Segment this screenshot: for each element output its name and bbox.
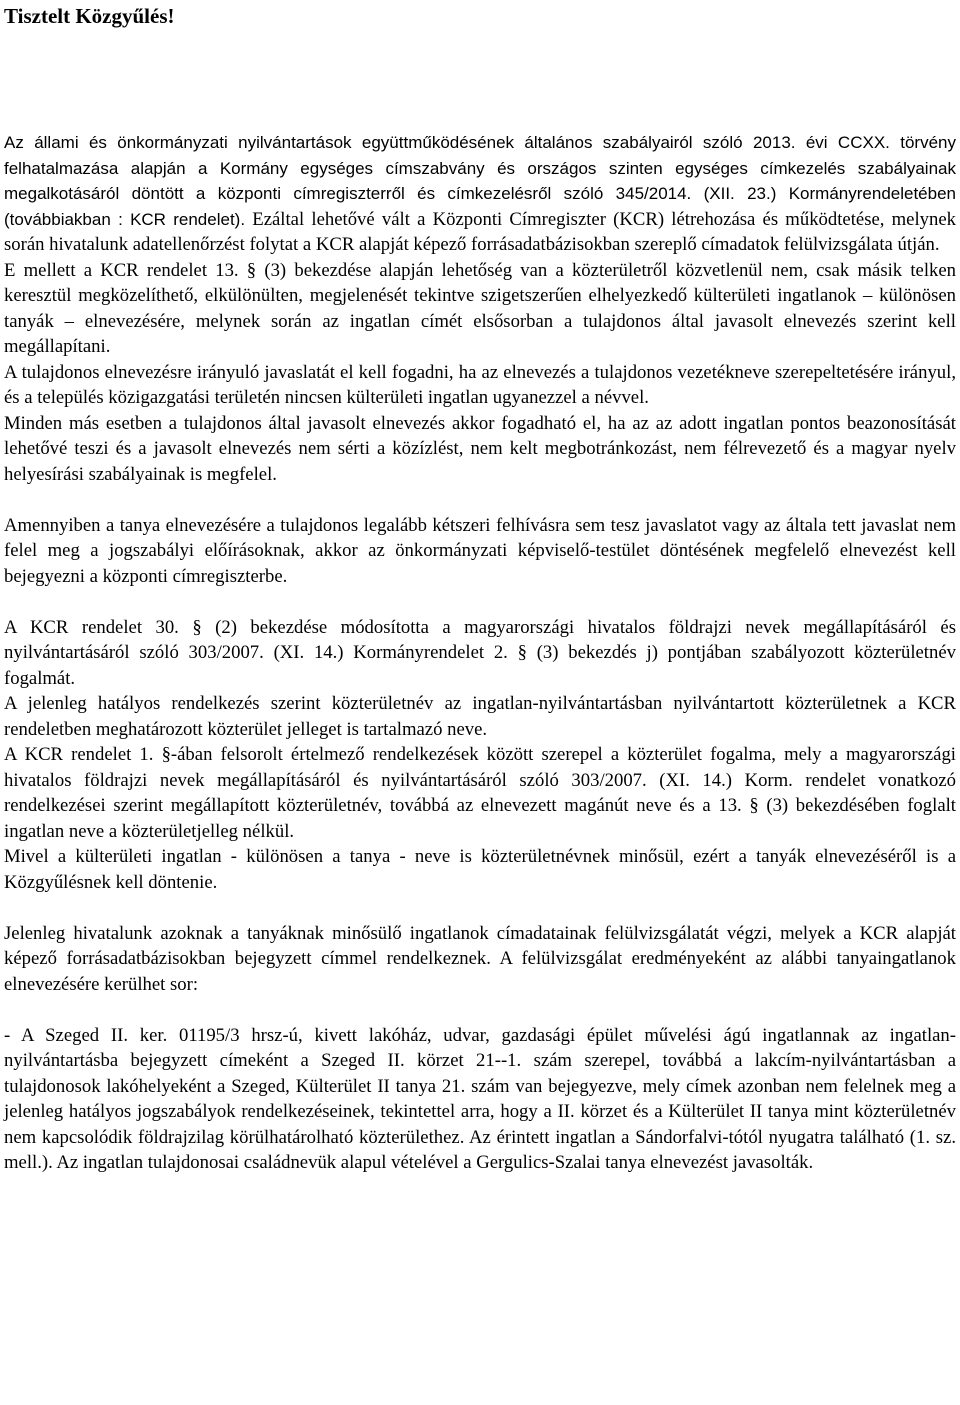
paragraph-kcr-13: E mellett a KCR rendelet 13. § (3) bekezdése alapján lehetőség van a közterületről közvetlenül nem, csak másik telken keresztül megközelíthető, elkülönülten, megjelenését tekintve szigetszerűen elhelyezkedő külterületi ingatlanok – különösen tanyák – elnevezésére, melynek során az ingatlan címét elsősorban a tulajdonos által javasolt elnevezés szerint kell megállapítani. (4, 259, 956, 357)
paragraph-current-definition: A jelenleg hatályos rendelkezés szerint közterületnév az ingatlan-nyilvántartásban nyilvántartott közterületnek a KCR rendeletben meghatározott közterület jelleget is tartalmazó neve. (4, 693, 956, 740)
paragraph-outer-area: Mivel a külterületi ingatlan - különösen a tanya - neve is közterületnévnek minősül, ezért a tanyák elnevezéséről is a Közgyűlésnek kell döntenie. (4, 846, 956, 893)
paragraph-council-decision: Amennyiben a tanya elnevezésére a tulajdonos legalább kétszeri felhívásra sem tesz javaslatot vagy az általa tett javaslat nem felel meg a jogszabályi előírásoknak, akkor az önkormányzati képviselő-testület döntésének megfelelő elnevezést kell bejegyezni a központi címregiszterbe. (4, 514, 956, 587)
document-heading: Tisztelt Közgyűlés! (4, 4, 175, 28)
paragraph-kcr-30: A KCR rendelet 30. § (2) bekezdése módosította a magyarországi hivatalos földrajzi nevek megállapításáról és nyilvántartásáról szóló 303/2007. (XI. 14.) Kormányrendelet 2. § (3) bekezdés j) pontjában szabályozott közterületnév fogalmát. (4, 616, 956, 689)
paragraph-intro (4, 130, 956, 258)
paragraph-owner-proposal: A tulajdonos elnevezésre irányuló javaslatát el kell fogadni, ha az elnevezés a tulajdonos vezetékneve szerepeltetésére irányul, és a település közigazgatási területén nincsen külterületi ingatlan ugyanezzel a névvel. (4, 361, 956, 408)
paragraph-intro-sans: Az állami és önkormányzati nyilvántartások együttműködésének általános szabályairól szóló 2013. évi CCXX. törvény felhatalmazása alapján a Kormány egységes címszabvány és országos szinten egységes címkezelés szabályainak megalkotásáról döntött a központi címregiszterről és címkezelésről szóló 345/2014. (XII. 23.) Kormányrendeletében (továbbiakban : KCR rendelet). (4, 133, 956, 229)
paragraph-other-cases: Minden más esetben a tulajdonos által javasolt elnevezés akkor fogadható el, ha az az adott ingatlan pontos beazonosítását lehetővé teszi és a javasolt elnevezés nem sérti a közízlést, nem kelt megbotránkozást, nem félrevezető és a magyar nyelv helyesírási szabályainak is megfelel. (4, 412, 956, 485)
paragraph-intro-serif: Ezáltal lehetővé vált a Központi Címregiszter (KCR) létrehozása és működtetése, melynek során hivatalunk adatellenőrzést folytat a KCR alapját képező forrásadatbázisokban szereplő címadatok felülvizsgálata útján. (4, 208, 956, 255)
paragraph-property-item: - A Szeged II. ker. 01195/3 hrsz-ú, kivett lakóház, udvar, gazdasági épület művelési ágú ingatlannak az ingatlan-nyilvántartásba bejegyzett címeként a Szeged II. körzet 21--1. szám szerepel, továbbá a lakcím-nyilvántartásban a tulajdonosok lakóhelyeként a Szeged, Külterület II tanya 21. szám van bejegyezve, mely címek azonban nem felelnek meg a jelenleg hatályos jogszabályok rendelkezéseinek, tekintettel arra, hogy a II. körzet és a Külterület II tanya mint közterületnév nem kapcsolódik földrajzilag körülhatárolható közterülethez. Az érintett ingatlan a Sándorfalvi-tótól nyugatra található (1. sz. mell.). Az ingatlan tulajdonosai családnevük alapul vételével a Gergulics-Szalai tanya elnevezést javasolták. (4, 1024, 956, 1173)
paragraph-kcr-1: A KCR rendelet 1. §-ában felsorolt értelmező rendelkezések között szerepel a közterület fogalma, mely a magyarországi hivatalos földrajzi nevek megállapításáról és nyilvántartásáról szóló 303/2007. (XI. 14.) Korm. rendelet vonatkozó rendelkezései szerint megállapított közterületnév, továbbá az elnevezett magánút neve és a 13. § (3) bekezdésében foglalt ingatlan neve a közterületjelleg nélkül. (4, 744, 956, 842)
paragraph-review: Jelenleg hivatalunk azoknak a tanyáknak minősülő ingatlanok címadatainak felülvizsgálatát végzi, melyek a KCR alapját képező forrásadatbázisokban bejegyzett címmel rendelkeznek. A felülvizsgálat eredményeként az alábbi tanyaingatlanok elnevezésére kerülhet sor: (4, 922, 956, 995)
document-body (4, 130, 956, 1176)
